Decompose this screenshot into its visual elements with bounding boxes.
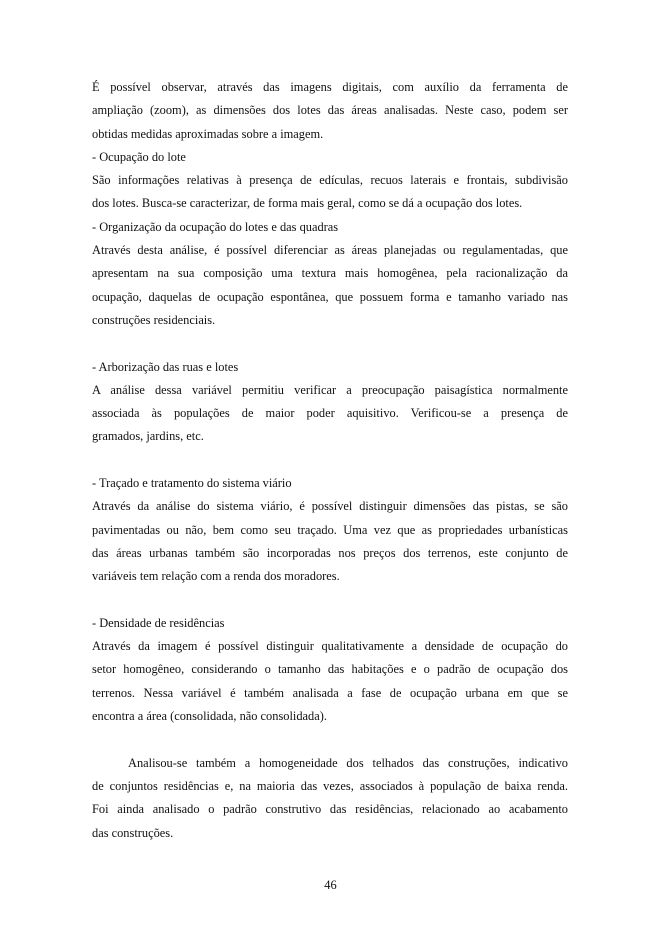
text-line: São informações relativas à presença de edículas, recuos laterais e frontais, subdivisão	[92, 173, 568, 188]
section-densidade	[92, 612, 568, 728]
text-line: Através da análise do sistema viário, é possível distinguir dimensões das pistas, se são	[92, 499, 568, 514]
spacer	[92, 449, 568, 472]
text-line: ampliação (zoom), as dimensões dos lotes das áreas analisadas. Neste caso, podem ser	[92, 103, 568, 118]
text-line: Através desta análise, é possível diferenciar as áreas planejadas ou regulamentadas, que	[92, 243, 568, 258]
text-line: associada às populações de maior poder aquisitivo. Verificou-se a presença de	[92, 406, 568, 421]
page-number: 46	[324, 878, 337, 892]
section-heading: - Arborização das ruas e lotes	[92, 359, 239, 374]
text-line: ocupação, daquelas de ocupação espontânea, que possuem forma e tamanho variado nas	[92, 289, 568, 304]
section-heading: - Densidade de residências	[92, 615, 225, 630]
section-heading: - Ocupação do lote	[92, 149, 186, 164]
text-line: setor homogêneo, considerando o tamanho das habitações e o padrão de ocupação dos	[92, 662, 568, 677]
text-line: das áreas urbanas também são incorporadas nos preços dos terrenos, este conjunto de	[92, 545, 568, 560]
section-sistema-viario	[92, 472, 568, 588]
document-body	[92, 76, 568, 845]
section-ocupacao-lote	[92, 146, 568, 216]
section-heading: - Traçado e tratamento do sistema viário	[92, 476, 292, 491]
text-line: Analisou-se também a homogeneidade dos telhados das construções, indicativo	[128, 755, 568, 770]
spacer	[92, 728, 568, 751]
section-heading: - Organização da ocupação do lotes e das quadras	[92, 219, 339, 234]
text-line: obtidas medidas aproximadas sobre a imagem.	[92, 126, 324, 141]
text-line: Foi ainda analisado o padrão construtivo das residências, relacionado ao acabamento	[92, 802, 568, 817]
intro-paragraph	[92, 76, 568, 146]
text-line: de conjuntos residências e, na maioria das vezes, associados à população de baixa renda.	[92, 778, 568, 793]
text-line: encontra a área (consolidada, não consolidada).	[92, 709, 327, 724]
text-line: É possível observar, através das imagens digitais, com auxílio da ferramenta de	[92, 80, 568, 94]
section-organizacao	[92, 216, 568, 332]
text-line: Através da imagem é possível distinguir qualitativamente a densidade de ocupação do	[92, 639, 568, 654]
text-line: variáveis tem relação com a renda dos moradores.	[92, 569, 340, 584]
text-line: das construções.	[92, 825, 174, 840]
text-line: construções residenciais.	[92, 312, 216, 327]
text-line: apresentam na sua composição uma textura mais homogênea, pela racionalização da	[92, 266, 568, 281]
spacer	[92, 589, 568, 612]
text-line: terrenos. Nessa variável é também analisada a fase de ocupação urbana em que se	[92, 685, 568, 700]
text-line: dos lotes. Busca-se caracterizar, de forma mais geral, como se dá a ocupação dos lotes.	[92, 196, 523, 211]
text-line: A análise dessa variável permitiu verificar a preocupação paisagística normalmente	[92, 382, 568, 397]
closing-paragraph	[92, 752, 568, 845]
text-line: gramados, jardins, etc.	[92, 429, 204, 444]
section-arborizacao	[92, 356, 568, 449]
spacer	[92, 332, 568, 355]
text-line: pavimentadas ou não, bem como seu traçado. Uma vez que as propriedades urbanísticas	[92, 522, 568, 537]
